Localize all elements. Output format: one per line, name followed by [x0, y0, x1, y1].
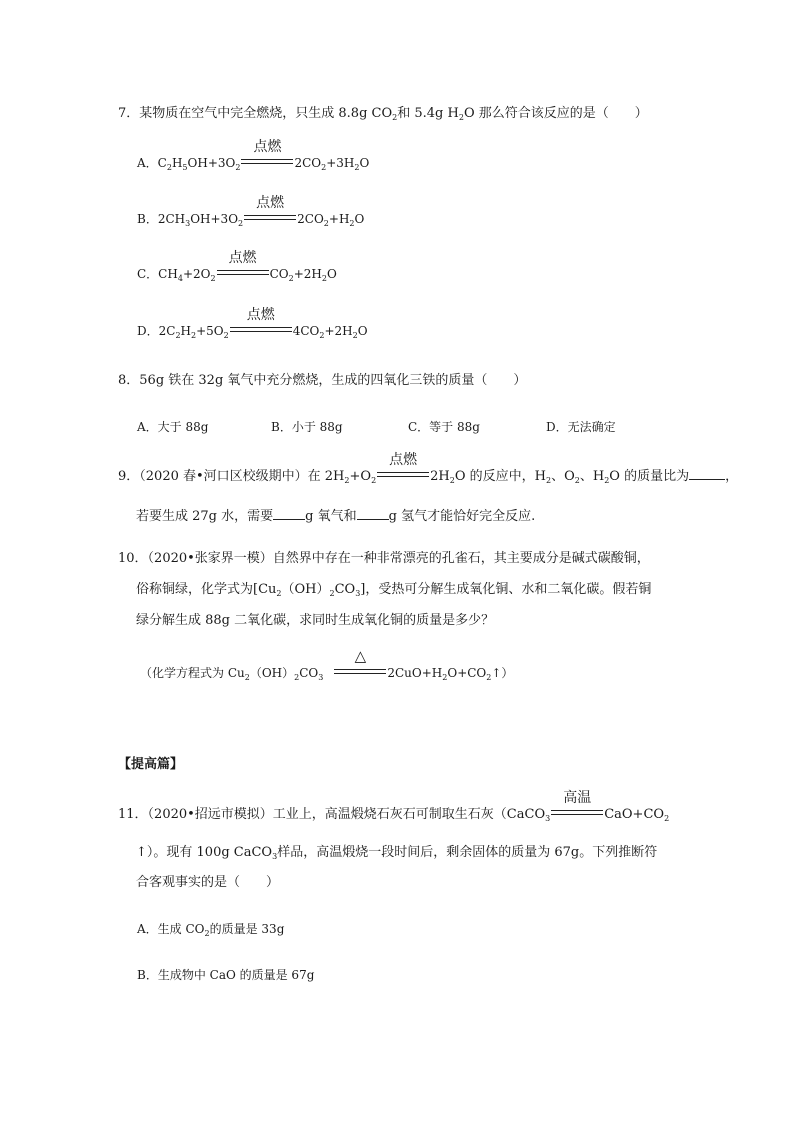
q7-option-b[interactable]: B．$2CH_3OH+3O_2$ 点燃 $2CO_2+H_2O$ [137, 195, 365, 228]
answer-blank[interactable] [273, 507, 305, 520]
q11-line3: 合客观事实的是（ ） [136, 875, 280, 890]
reaction-arrow: 点燃 [217, 266, 269, 278]
reaction-arrow: △ [334, 665, 386, 677]
q7-option-a[interactable]: A．$C_2H_5OH+3O_2$ 点燃 $2CO_2+3H_2O$ [137, 139, 370, 172]
reaction-arrow: 点燃 [241, 155, 293, 167]
q7-option-d[interactable]: D．$2C_2H_2+5O_2$ 点燃 $4CO_2+2H_2O$ [137, 307, 368, 340]
section-heading: 【提高篇】 [118, 757, 184, 772]
q8-option-b[interactable]: B．小于 88g [271, 420, 343, 434]
q7-stem: 7．某物质在空气中完全燃烧，只生成 8.8g $CO_2$和 5.4g $H_2O$ 那么符合该反应的是（ ） [118, 106, 648, 122]
reaction-arrow: 高温 [551, 806, 603, 818]
q11-line2: ↑）。现有 100g CaCO$_3$样品，高温煅烧一段时间后，剩余固体的质量为 67g。下列推断符 [136, 845, 658, 861]
q10-line3: 绿分解生成 88g 二氧化碳，求同时生成氧化铜的质量是多少？ [136, 613, 495, 628]
q7-option-c[interactable]: C．$CH_4+2O_2$ 点燃 $CO_2+2H_2O$ [137, 250, 337, 283]
q11-line1: 11．（2020•招远市模拟）工业上，高温煅烧石灰石可制取生石灰（CaCO$_3$ 高温 $CaO+CO_2$ [118, 790, 670, 823]
q8-option-a[interactable]: A．大于 88g [137, 420, 209, 434]
q8-option-c[interactable]: C．等于 88g [408, 420, 480, 434]
q9-stem: 9．（2020 春•河口区校级期中）在 $2H_2+O_2$ 点燃 $2H_2O$ 的反应中，$H_2$、$O_2$、$H_2O$ 的质量比为 ， [118, 452, 739, 485]
answer-blank[interactable] [357, 507, 389, 520]
reaction-arrow: 点燃 [377, 468, 429, 480]
q10-line1: 10．（2020•张家界一模）自然界中存在一种非常漂亮的孔雀石，其主要成分是碱式碳酸铜， [118, 551, 650, 566]
reaction-arrow: 点燃 [244, 211, 296, 223]
q10-equation: （化学方程式为 $Cu_2(OH)_2CO_3$ △ $2CuO+H_2O+CO_2↑$） [140, 647, 514, 682]
q8-stem: 8．56g 铁在 32g 氧气中充分燃烧，生成的四氧化三铁的质量（ ） [118, 373, 527, 388]
q9-line2: 若要生成 27g 水，需要 g 氧气和 g 氢气才能恰好完全反应. [136, 509, 536, 524]
q11-option-b[interactable]: B．生成物中 CaO 的质量是 67g [137, 968, 315, 982]
answer-blank[interactable] [689, 467, 725, 480]
q8-option-d[interactable]: D．无法确定 [546, 420, 616, 434]
q10-line2: 俗称铜绿，化学式为$[Cu_2(OH)_2CO_3]$，受热可分解生成氧化铜、水和二氧化碳。假若铜 [136, 582, 652, 598]
q11-option-a[interactable]: A．生成 $CO_2$的质量是 33g [137, 922, 285, 938]
reaction-arrow: 点燃 [230, 323, 292, 335]
